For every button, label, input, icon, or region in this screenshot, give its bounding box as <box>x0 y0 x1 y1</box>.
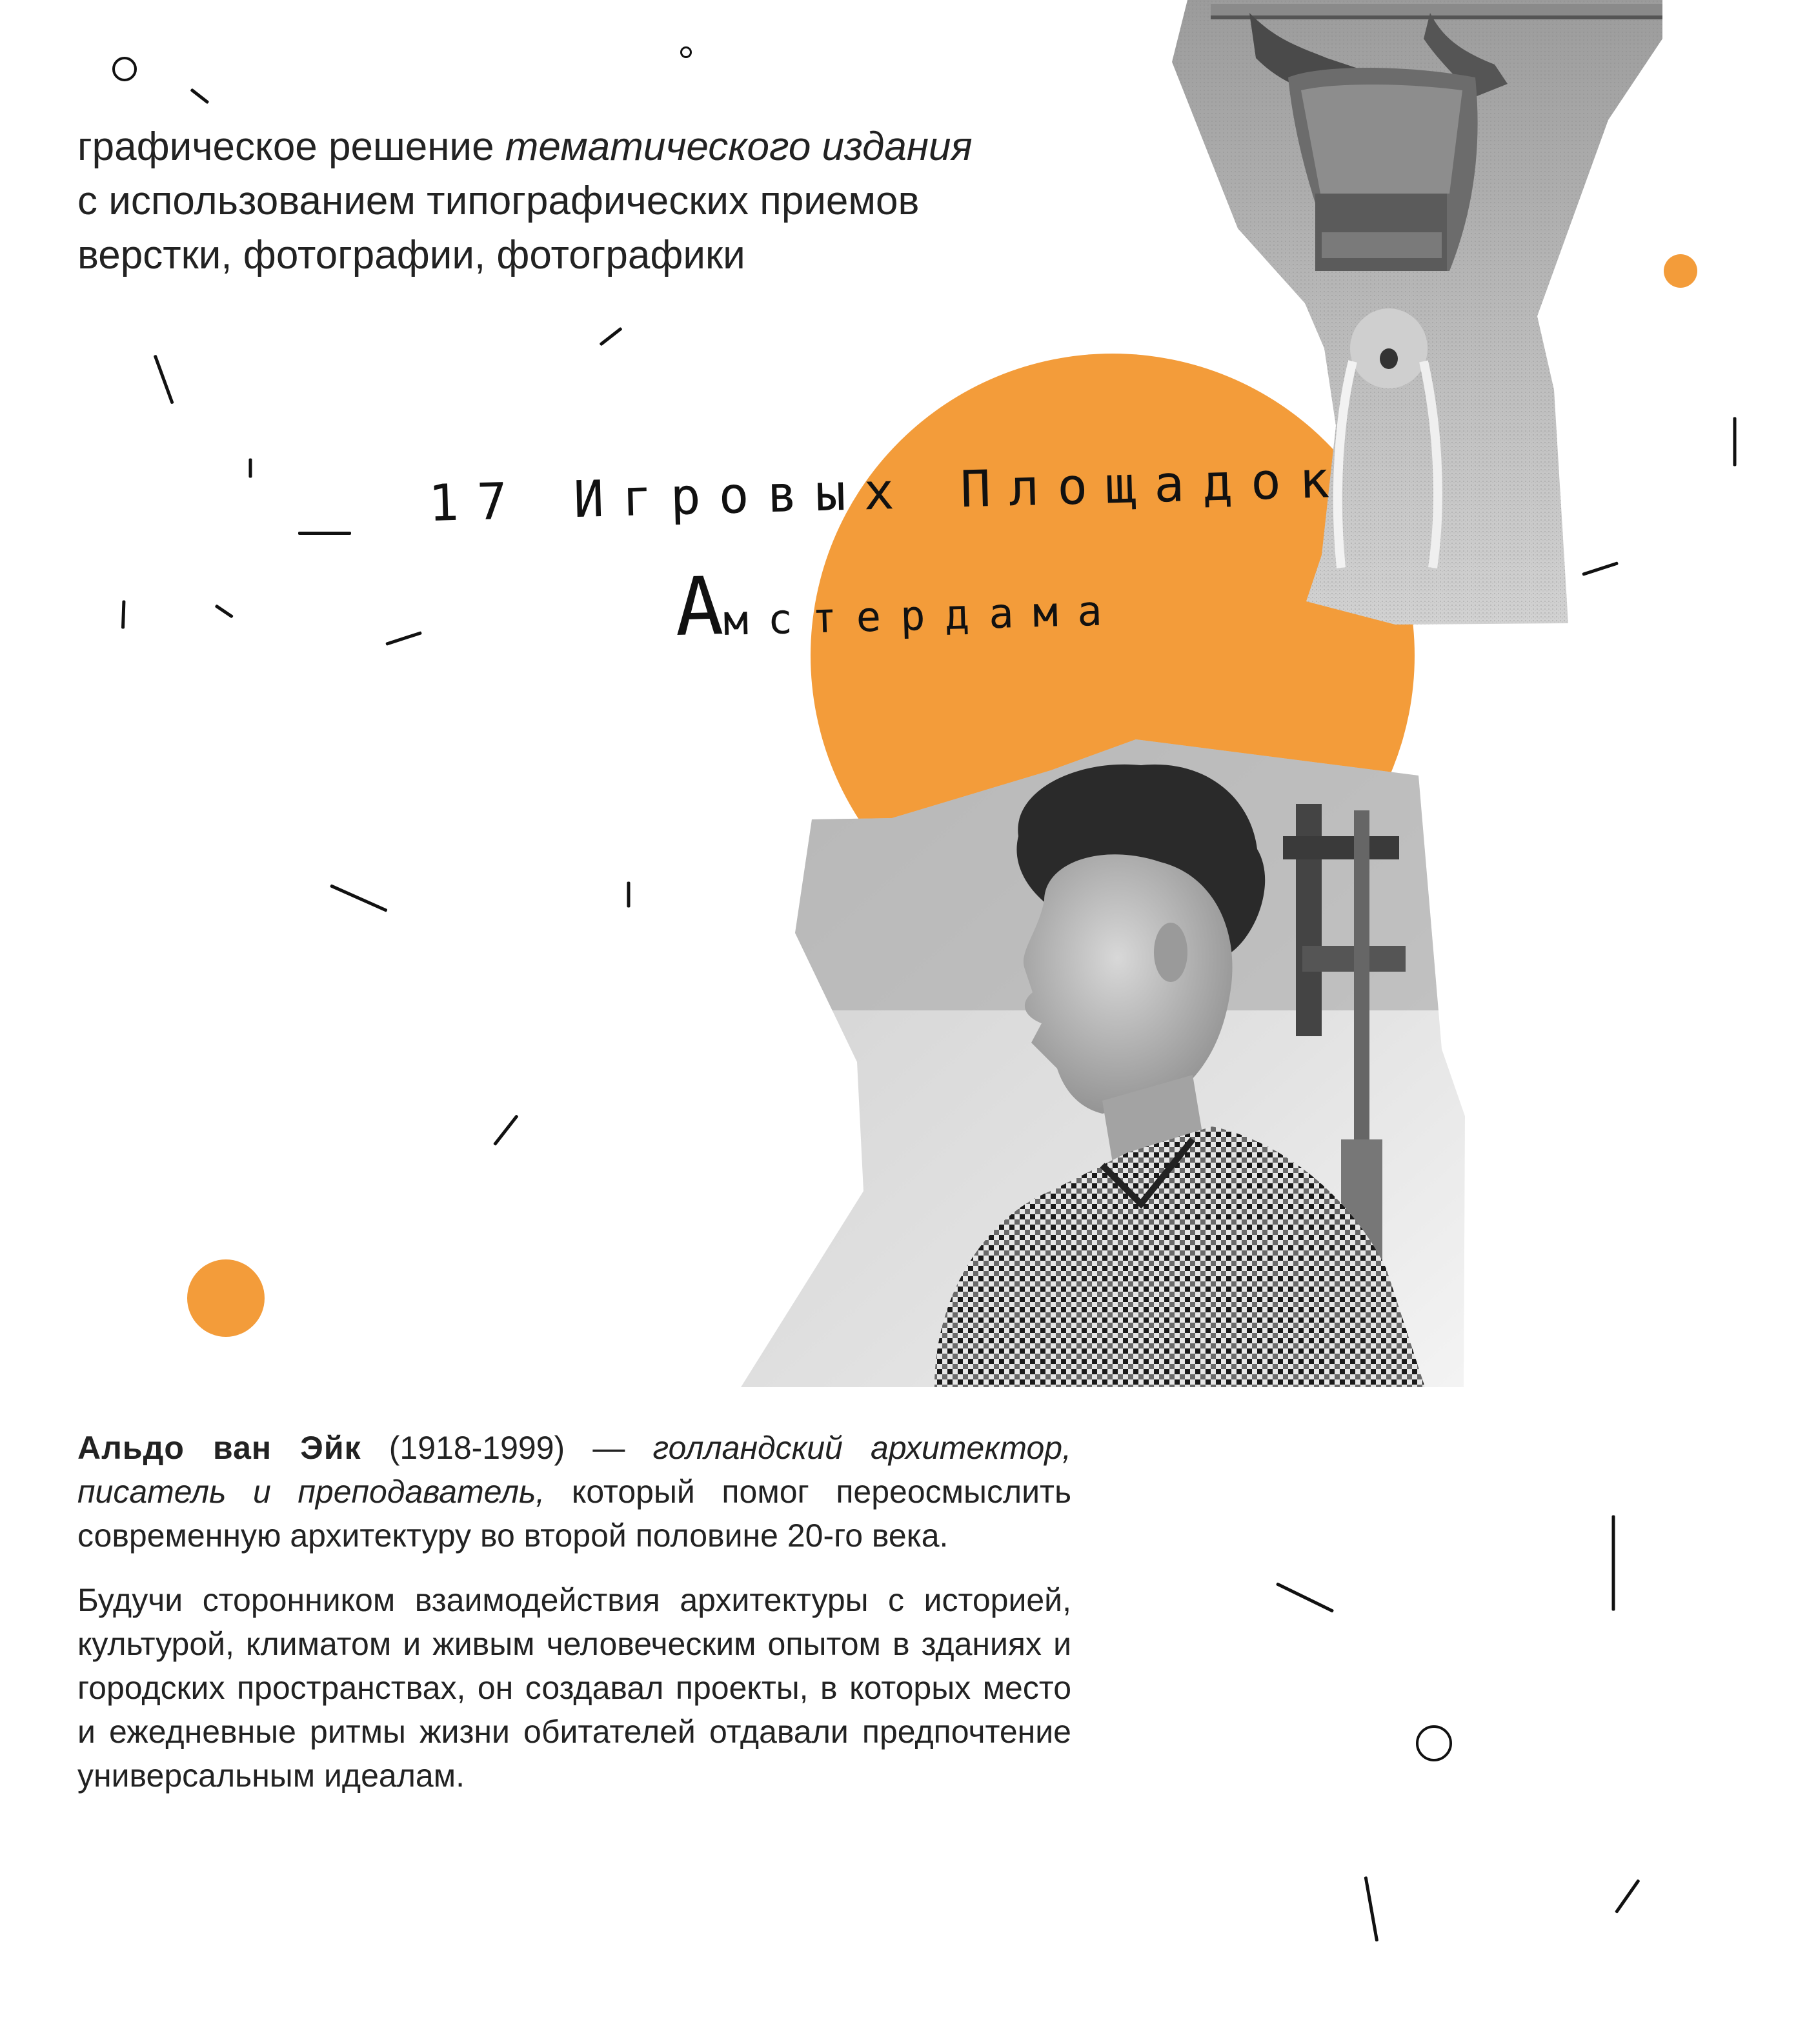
stroke-decoration <box>215 604 234 618</box>
stroke-decoration <box>190 88 209 105</box>
stroke-decoration <box>1276 1582 1334 1612</box>
stroke-decoration <box>249 459 252 478</box>
stroke-decoration <box>493 1114 519 1146</box>
stroke-decoration <box>385 631 422 646</box>
ring-decoration <box>680 46 692 58</box>
child-hanging-upside-down-photo <box>1172 0 1662 625</box>
ring-decoration <box>1416 1725 1452 1761</box>
stroke-decoration <box>330 884 388 912</box>
intro-line2: с использованием типографических приемов <box>77 179 920 223</box>
orange-dot <box>1664 254 1697 288</box>
stroke-decoration <box>1364 1876 1379 1941</box>
handwritten-heading-line2 <box>675 561 1121 654</box>
stroke-decoration <box>1615 1879 1640 1914</box>
heading-rest: мстердама <box>722 586 1122 645</box>
stroke-decoration <box>121 600 126 628</box>
intro-line1: графическое решение <box>77 125 505 169</box>
bio-paragraph-1-rest: который помог переосмыслить современную архитектуру во второй половине 20-го века. <box>77 1474 1071 1554</box>
bio-paragraph-1 <box>77 1426 1071 1558</box>
stroke-decoration <box>298 532 351 535</box>
intro-text <box>77 120 1162 283</box>
intro-italic-phrase: тематического издания <box>505 125 973 169</box>
aldo-van-eyck-portrait-photo <box>741 739 1483 1387</box>
biography-text <box>77 1426 1071 1818</box>
ring-decoration <box>112 57 137 81</box>
person-role: голландский архитектор, писатель и преподаватель, <box>77 1430 1072 1510</box>
intro-line3: верстки, фотографии, фотографики <box>77 233 745 277</box>
stroke-decoration <box>1612 1516 1615 1611</box>
stroke-decoration <box>599 327 622 346</box>
bio-paragraph-2: Будучи сторонником взаимодействия архитектуры с историей, культурой, климатом и живым человеческим опытом в зданиях и городских пространствах, он создавал проекты, в которых место и ежедневные ритмы жизни обитателей отдавали предпочтение универсальным идеалам. <box>77 1582 1071 1794</box>
stroke-decoration <box>154 355 174 405</box>
person-name: Альдо ван Эйк <box>77 1430 361 1466</box>
orange-dot <box>187 1259 265 1337</box>
stroke-decoration <box>1733 417 1737 466</box>
stroke-decoration <box>627 882 631 908</box>
handwritten-heading-line1: 17 Игровых Площадок <box>427 450 1348 533</box>
heading-initial-letter: А <box>674 560 725 654</box>
person-years: (1918-1999) — <box>361 1430 653 1466</box>
